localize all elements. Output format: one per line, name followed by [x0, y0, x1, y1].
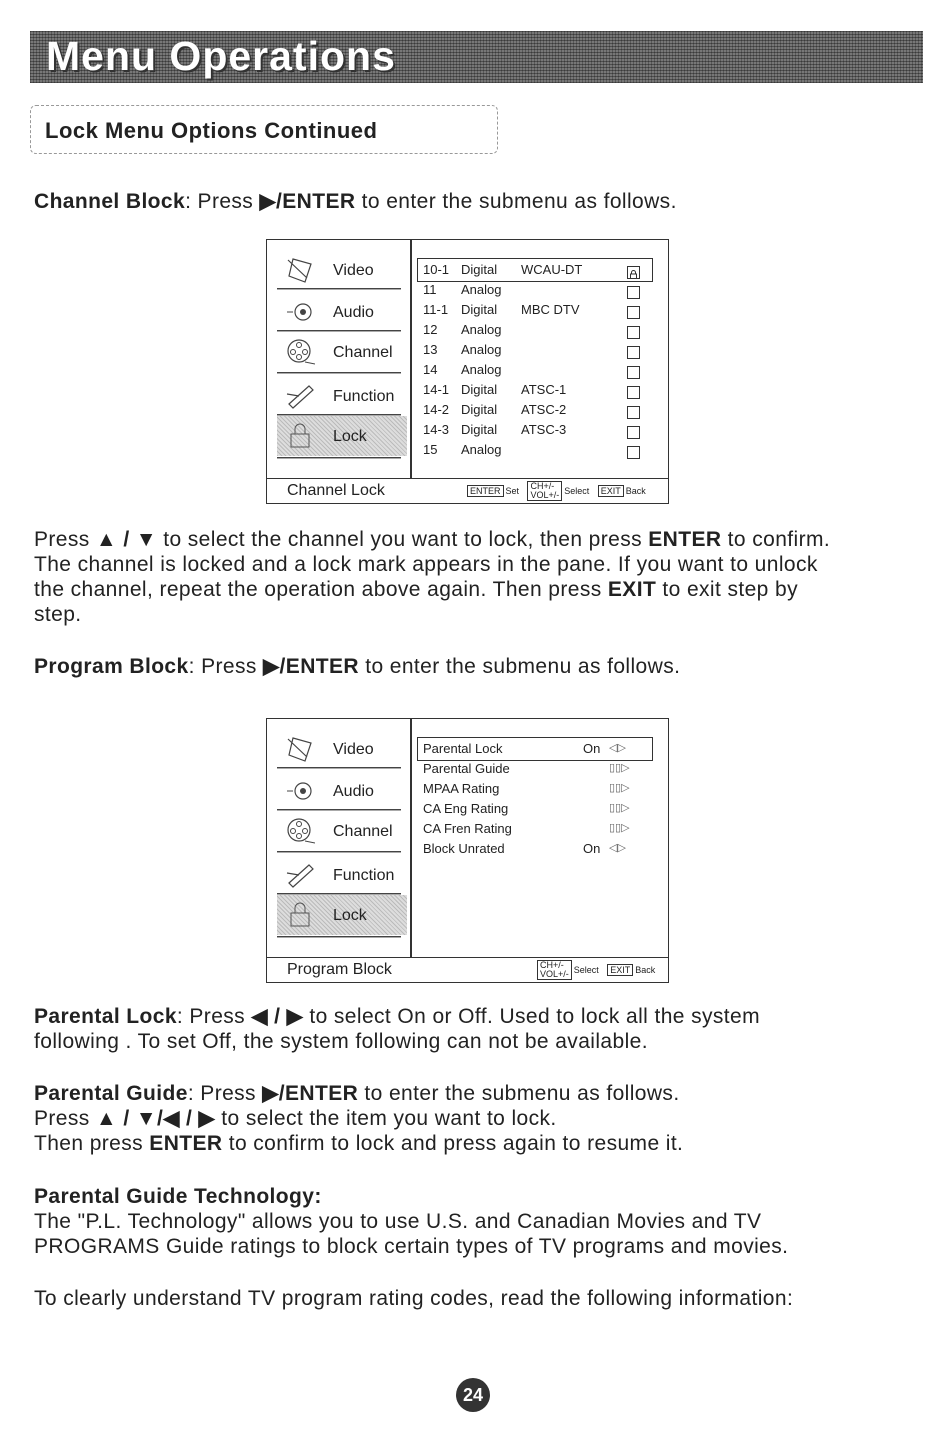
nav-item-audio[interactable] [277, 771, 407, 813]
channel-number: 11 [423, 282, 437, 297]
channel-type: Analog [461, 322, 502, 337]
option-label: CA Fren Rating [423, 821, 512, 836]
channel-type: Digital [461, 402, 498, 417]
nav-divider [277, 936, 401, 938]
nav-item-function[interactable] [277, 855, 407, 897]
program-block-label: Program Block [34, 655, 189, 678]
exit-key-text: EXIT [607, 578, 657, 601]
key-text: CH+/- [540, 960, 564, 970]
text-fragment: Then press [34, 1132, 150, 1155]
menu-footer-divider [267, 478, 668, 479]
enter-key-text: ENTER [149, 1132, 223, 1155]
menu-divider [410, 240, 412, 478]
lock-checkbox[interactable] [627, 426, 640, 439]
lock-checkbox[interactable] [627, 446, 640, 459]
lock-checkbox[interactable] [627, 286, 640, 299]
nav-item-audio[interactable] [277, 292, 407, 334]
lock-checkbox[interactable] [627, 366, 640, 379]
option-arrow-icon: ▯▯▷ [609, 762, 630, 774]
nav-label: Video [333, 741, 374, 758]
direction-arrows-icon: ▲ / ▼/◀ / ▶ [95, 1107, 216, 1130]
text-fragment: : Press [187, 1082, 263, 1105]
text-line [34, 1081, 683, 1106]
key-label: Back [625, 486, 646, 496]
nav-item-lock[interactable] [277, 416, 407, 456]
channel-name: WCAU-DT [521, 262, 583, 277]
channel-number: 14-3 [423, 422, 450, 437]
option-value: On [583, 741, 601, 756]
rating-codes-intro: To clearly understand TV program rating codes, read the following information: [34, 1287, 794, 1310]
option-arrow-icon: ▯▯▷ [609, 802, 630, 814]
technology-text [34, 1184, 788, 1259]
option-label: Block Unrated [423, 841, 505, 856]
nav-label: Channel [333, 823, 393, 840]
text-fragment: : Press [176, 1005, 252, 1028]
right-arrow-icon: ▶ [262, 1082, 279, 1105]
text-fragment: the channel, repeat the operation above again. Then press [34, 578, 608, 601]
option-label: CA Eng Rating [423, 801, 509, 816]
channel-lock-menu [266, 239, 669, 504]
text-line [34, 1106, 683, 1131]
channel-type: Analog [461, 442, 502, 457]
nav-label: Channel [333, 344, 393, 361]
program-block-text [34, 654, 680, 679]
text-fragment: to select the channel you want to lock, then press [157, 528, 649, 551]
nav-item-lock[interactable] [277, 895, 407, 935]
speaker-icon [285, 298, 315, 326]
nav-label: Function [333, 388, 395, 405]
text-fragment: Press [34, 1107, 96, 1130]
nav-divider [277, 457, 401, 459]
text-line: PROGRAMS Guide ratings to block certain types of TV programs and movies. [34, 1235, 789, 1258]
menu-footer-title: Channel Lock [287, 482, 385, 499]
right-arrow-icon: ▶ [259, 190, 277, 213]
key-text: VOL+/- [540, 969, 569, 979]
parental-lock-text [34, 1004, 760, 1054]
channel-type: Digital [461, 262, 498, 277]
lock-icon [285, 422, 315, 450]
nav-item-video[interactable] [277, 729, 407, 771]
film-reel-icon [285, 338, 315, 366]
pencil-icon [285, 861, 315, 889]
text-line [34, 1184, 788, 1209]
menu-footer-title: Program Block [287, 961, 392, 978]
ch-vol-key [527, 481, 562, 501]
menu-divider [410, 719, 412, 957]
page-number: 24 [456, 1378, 490, 1412]
lock-mark-icon [628, 269, 639, 280]
parental-guide-label: Parental Guide [34, 1082, 188, 1105]
nav-divider [277, 372, 401, 374]
nav-label: Lock [333, 907, 367, 924]
text-line: The channel is locked and a lock mark appears in the pane. If you want to unlock [34, 553, 818, 576]
lock-checkbox-checked[interactable] [627, 266, 640, 279]
nav-divider [277, 767, 401, 769]
lock-checkbox[interactable] [627, 406, 640, 419]
channel-block-label: Channel Block [34, 190, 186, 213]
nav-divider [277, 288, 401, 290]
channel-number: 12 [423, 322, 438, 337]
section-header [30, 105, 498, 154]
channel-name: MBC DTV [521, 302, 580, 317]
channel-number: 15 [423, 442, 438, 457]
page-banner [30, 31, 923, 83]
text-fragment: to confirm. [721, 528, 831, 551]
option-arrow-icon: ◁▷ [609, 842, 626, 854]
channel-type: Digital [461, 382, 498, 397]
channel-number: 13 [423, 342, 438, 357]
text-fragment: to select the item you want to lock. [215, 1107, 557, 1130]
enter-key: ENTER [467, 485, 504, 497]
left-right-arrows-icon: ◀ / ▶ [251, 1005, 304, 1028]
text-line: following . To set Off, the system following can not be available. [34, 1030, 648, 1053]
enter-key-text: /ENTER [276, 190, 356, 213]
enter-key-text: /ENTER [278, 1082, 359, 1105]
lock-icon [285, 901, 315, 929]
key-label: Back [635, 965, 656, 975]
channel-name: ATSC-3 [521, 422, 567, 437]
section-title: Lock Menu Options Continued [45, 118, 378, 143]
enter-key-text: /ENTER [279, 655, 359, 678]
option-value: On [583, 841, 601, 856]
option-label: Parental Lock [423, 741, 503, 756]
lock-checkbox[interactable] [627, 386, 640, 399]
lock-checkbox[interactable] [627, 326, 640, 339]
channel-number: 14-1 [423, 382, 450, 397]
channel-type: Digital [461, 422, 498, 437]
text-fragment: : Press [185, 190, 260, 213]
pencil-icon [285, 382, 315, 410]
video-icon [285, 735, 315, 763]
text-fragment: to select On or Off. Used to lock all the system [303, 1005, 761, 1028]
key-label: Set [505, 486, 520, 496]
technology-label: Parental Guide Technology: [34, 1185, 322, 1208]
lock-checkbox[interactable] [627, 306, 640, 319]
up-down-arrows-icon: ▲ / ▼ [95, 528, 157, 551]
option-arrow-icon: ◁▷ [609, 742, 626, 754]
text-fragment: to exit step by [656, 578, 798, 601]
option-arrow-icon: ▯▯▷ [609, 782, 630, 794]
speaker-icon [285, 777, 315, 805]
channel-number: 14 [423, 362, 438, 377]
nav-item-function[interactable] [277, 376, 407, 418]
film-reel-icon [285, 817, 315, 845]
channel-type: Analog [461, 282, 502, 297]
channel-type: Analog [461, 362, 502, 377]
channel-name: ATSC-2 [521, 402, 567, 417]
text-line [34, 1131, 683, 1156]
lock-checkbox[interactable] [627, 346, 640, 359]
nav-divider [277, 851, 401, 853]
nav-label: Audio [333, 304, 374, 321]
text-line: The "P.L. Technology" allows you to use U.S. and Canadian Movies and TV [34, 1210, 762, 1233]
nav-item-video[interactable] [277, 250, 407, 292]
ch-vol-key [537, 960, 572, 980]
channel-block-text [34, 189, 677, 214]
key-legend [467, 481, 650, 501]
channel-number: 11-1 [423, 302, 449, 317]
nav-item-channel[interactable] [277, 332, 407, 374]
key-label: Select [573, 965, 599, 975]
key-label: Select [564, 486, 590, 496]
page-title: Menu Operations [46, 33, 396, 79]
text-line [34, 527, 830, 552]
key-text: VOL+/- [530, 490, 560, 500]
parental-guide-text [34, 1081, 683, 1156]
key-legend [537, 960, 659, 980]
key-text: CH+/- [530, 481, 555, 491]
text-fragment: : Press [188, 655, 263, 678]
nav-label: Lock [333, 428, 367, 445]
nav-item-channel[interactable] [277, 811, 407, 853]
text-line: step. [34, 603, 82, 626]
text-fragment: Press [34, 528, 96, 551]
right-arrow-icon: ▶ [262, 655, 280, 678]
nav-label: Audio [333, 783, 374, 800]
program-block-menu [266, 718, 669, 983]
channel-type: Digital [461, 302, 498, 317]
text-line [34, 577, 830, 602]
text-fragment: to enter the submenu as follows. [355, 190, 677, 213]
text-fragment: to enter the submenu as follows. [358, 1082, 680, 1105]
video-icon [285, 256, 315, 284]
nav-label: Function [333, 867, 395, 884]
channel-name: ATSC-1 [521, 382, 567, 397]
channel-lock-instructions [34, 527, 830, 627]
option-label: Parental Guide [423, 761, 510, 776]
parental-lock-label: Parental Lock [34, 1005, 177, 1028]
menu-footer-divider [267, 957, 668, 958]
exit-key: EXIT [607, 964, 633, 976]
text-fragment: to enter the submenu as follows. [358, 655, 681, 678]
channel-number: 14-2 [423, 402, 450, 417]
text-line [34, 1004, 760, 1029]
channel-number: 10-1 [423, 262, 450, 277]
nav-label: Video [333, 262, 374, 279]
option-label: MPAA Rating [423, 781, 500, 796]
text-fragment: to confirm to lock and press again to resume it. [222, 1132, 684, 1155]
exit-key: EXIT [598, 485, 624, 497]
channel-type: Analog [461, 342, 502, 357]
enter-key-text: ENTER [648, 528, 722, 551]
option-arrow-icon: ▯▯▷ [609, 822, 630, 834]
